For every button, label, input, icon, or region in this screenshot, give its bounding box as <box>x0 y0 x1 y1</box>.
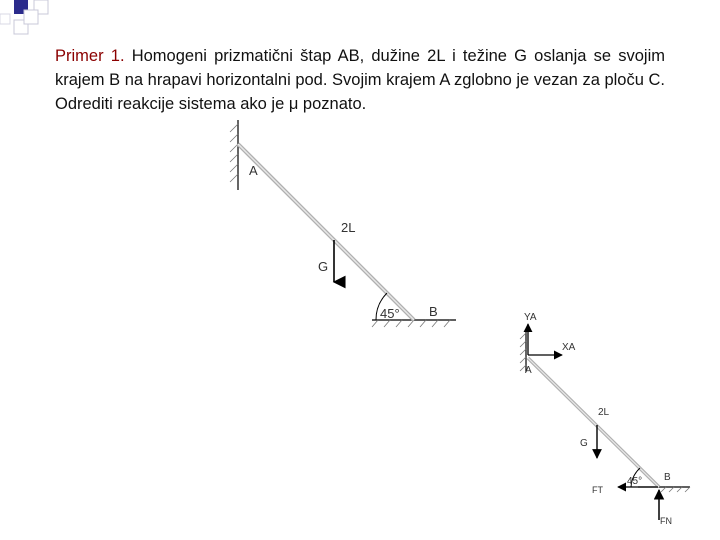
label-ya-2: YA <box>524 312 537 323</box>
label-b-2: B <box>664 472 671 483</box>
label-xa-2: XA <box>562 342 576 353</box>
label-b-1: B <box>429 304 438 319</box>
label-a-1: A <box>249 163 258 178</box>
label-a-2: A <box>525 365 532 376</box>
label-angle-2: 45° <box>627 476 643 487</box>
problem-lead: Primer 1. <box>55 47 125 65</box>
floor-hatch-2 <box>661 487 690 492</box>
label-fr-2: FT <box>592 485 603 495</box>
label-weight-2: G <box>580 438 588 449</box>
label-weight-1: G <box>318 259 329 274</box>
label-angle-1: 45° <box>380 306 400 321</box>
label-length-2: 2L <box>598 407 610 418</box>
label-length-1: 2L <box>341 220 356 235</box>
problem-text: Homogeni prizmatični štap AB, dužine 2L i težine G oslanja se svojim krajem B na hrapavi horizontalni pod. Svojim krajem A zglobno je vezan za ploču C. Odrediti reakcije sistema ako je μ poznato. <box>55 47 665 113</box>
rod-2-edge <box>528 358 659 487</box>
label-fn-2: FN <box>660 516 672 526</box>
